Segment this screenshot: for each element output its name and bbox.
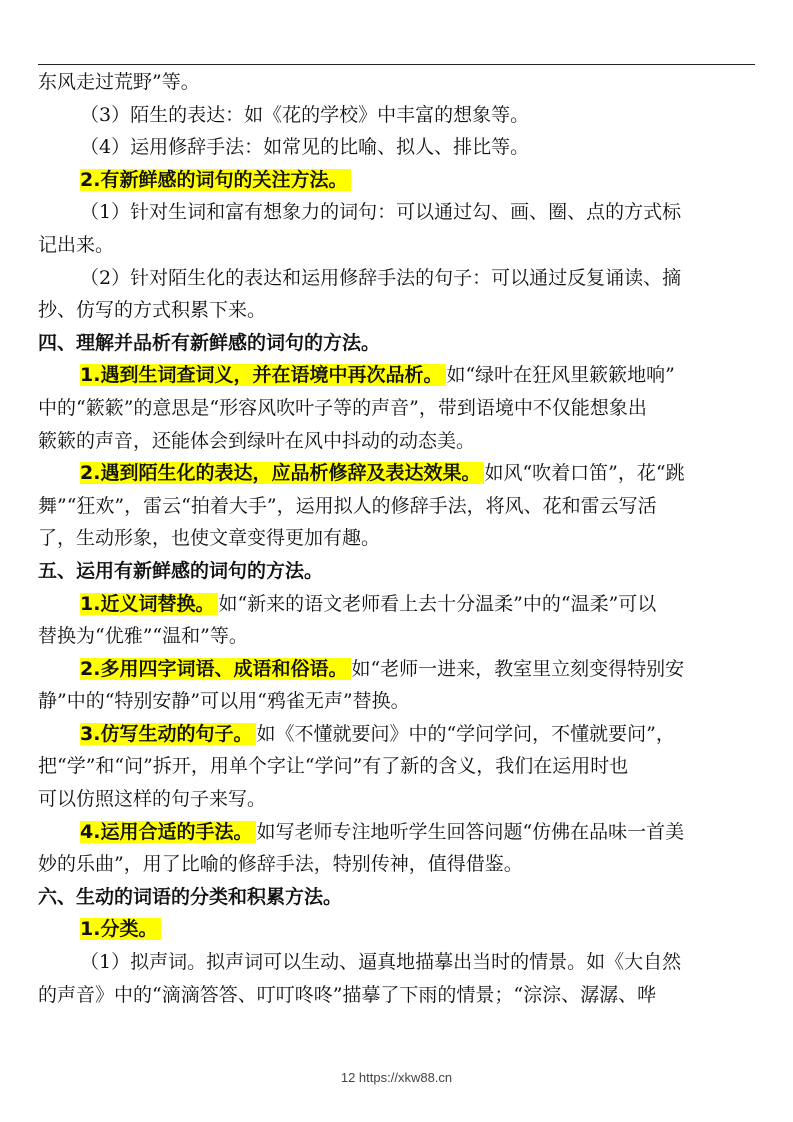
text-line: 舞”“狂欢”，雷云“拍着大手”，运用拟人的修辞手法，将风、花和雷云写活 xyxy=(38,494,657,517)
text-line xyxy=(38,588,755,621)
subheading-line xyxy=(38,164,755,197)
inline-text: 如“新来的语文老师看上去十分温柔”中的“温柔”可以 xyxy=(218,592,657,615)
text-line xyxy=(38,457,755,490)
inline-text: 如风“吹着口笛”，花“跳 xyxy=(484,462,685,485)
subheading-line xyxy=(38,913,755,946)
document-body xyxy=(38,66,755,1011)
text-line: 的声音》中的“滴滴答答、叮叮咚咚”描摹了下雨的情景；“淙淙、潺潺、哗 xyxy=(38,983,657,1006)
text-line: 簌簌的声音，还能体会到绿叶在风中抖动的动态美。 xyxy=(38,429,476,452)
text-line: （4）运用修辞手法：如常见的比喻、拟人、排比等。 xyxy=(80,136,530,159)
highlighted-subheading: 3.仿写生动的句子。 xyxy=(80,723,256,745)
text-line: （1）针对生词和富有想象力的词句：可以通过勾、画、圈、点的方式标 xyxy=(80,201,682,224)
text-line xyxy=(38,718,755,751)
text-line: 了，生动形象，也使文章变得更加有趣。 xyxy=(38,527,381,550)
text-line: 替换为“优雅”“温和”等。 xyxy=(38,625,248,648)
highlighted-subheading: 2.遇到陌生化的表达，应品析修辞及表达效果。 xyxy=(80,462,484,484)
text-line: 静”中的“特别安静”可以用“鸦雀无声”替换。 xyxy=(38,690,410,713)
text-line: 记出来。 xyxy=(38,233,115,256)
header-rule xyxy=(38,64,755,65)
inline-text: 如“绿叶在狂风里簌簌地响” xyxy=(446,364,675,387)
text-line xyxy=(38,816,755,849)
highlighted-subheading: 1.分类。 xyxy=(80,918,161,940)
text-line: （2）针对陌生化的表达和运用修辞手法的句子：可以通过反复诵读、摘 xyxy=(80,266,682,289)
text-line: 抄、仿写的方式积累下来。 xyxy=(38,299,267,322)
inline-text: 如“老师一进来，教室里立刻变得特别安 xyxy=(351,657,685,680)
text-line: 可以仿照这样的句子来写。 xyxy=(38,788,267,811)
text-line: （1）拟声词。拟声词可以生动、逼真地描摹出当时的情景。如《大自然 xyxy=(80,951,682,974)
highlighted-subheading: 1.近义词替换。 xyxy=(80,593,218,615)
section-heading: 五、运用有新鲜感的词句的方法。 xyxy=(38,559,324,582)
section-heading: 四、理解并品析有新鲜感的词句的方法。 xyxy=(38,331,381,354)
highlighted-subheading: 2.多用四字词语、成语和俗语。 xyxy=(80,658,351,680)
text-line xyxy=(38,653,755,686)
page-footer: 12 https://xkw88.cn xyxy=(340,1070,453,1085)
text-line: 中的“簌簌”的意思是“形容风吹叶子等的声音”，带到语境中不仅能想象出 xyxy=(38,396,647,419)
inline-text: 如《不懂就要问》中的“学问学问，不懂就要问”， xyxy=(256,722,675,745)
inline-text: 如写老师专注地听学生回答问题“仿佛在品味一首美 xyxy=(256,820,685,843)
highlighted-subheading: 4.运用合适的手法。 xyxy=(80,821,256,843)
text-line: 把“学”和“问”拆开，用单个字让“学问”有了新的含义，我们在运用时也 xyxy=(38,755,629,778)
highlighted-subheading: 2.有新鲜感的词句的关注方法。 xyxy=(80,169,351,191)
section-heading: 六、生动的词语的分类和积累方法。 xyxy=(38,885,343,908)
text-line: 东风走过荒野”等。 xyxy=(38,71,200,93)
highlighted-subheading: 1.遇到生词查词义，并在语境中再次品析。 xyxy=(80,364,446,386)
text-line xyxy=(38,359,755,392)
text-line: （3）陌生的表达：如《花的学校》中丰富的想象等。 xyxy=(80,103,530,126)
text-line: 妙的乐曲”，用了比喻的修辞手法，特别传神，值得借鉴。 xyxy=(38,853,523,876)
